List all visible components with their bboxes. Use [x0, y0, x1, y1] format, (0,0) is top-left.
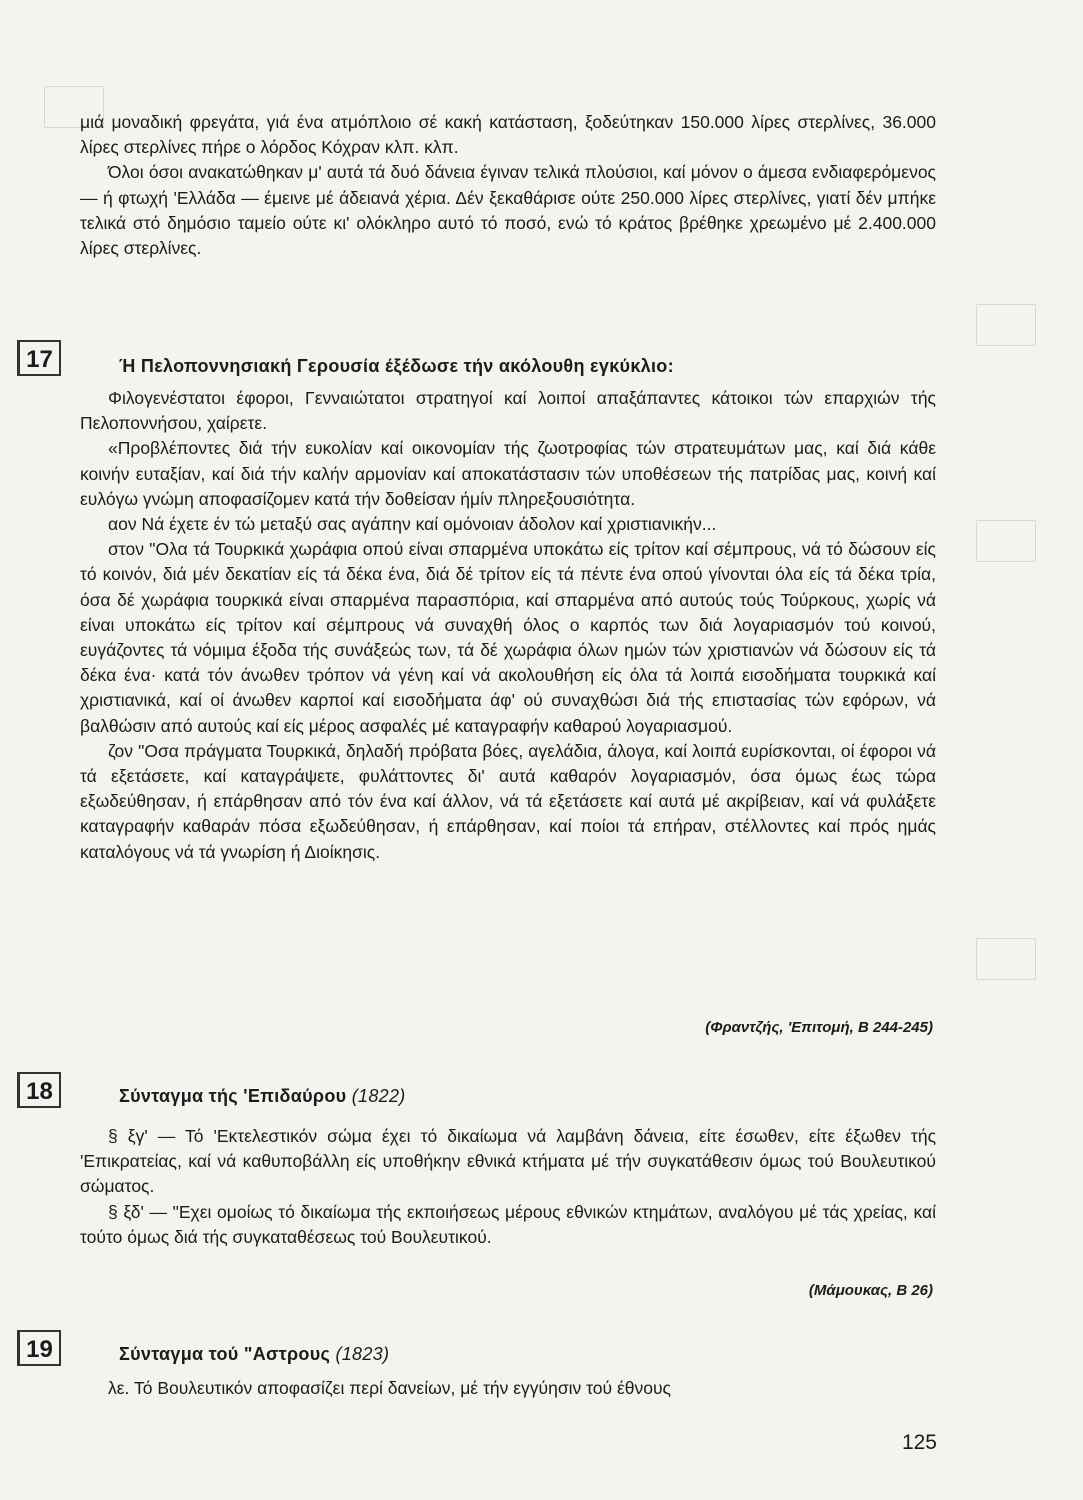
- section-17-paragraph: Φιλογενέστατοι έφοροι, Γενναιώτατοι στρατηγοί καί λοιποί απαξάπαντες κάτοικοι τών επαρχιών τής Πελοποννήσου, χαίρετε.: [80, 388, 936, 434]
- section-number-18: 18: [17, 1072, 61, 1108]
- section-19-paragraph: λε. Τό Βουλευτικόν αποφασίζει περί δανείων, μέ τήν εγγύησιν τού έθνους: [108, 1378, 671, 1398]
- section-17-paragraph: «Προβλέποντες διά τήν ευκολίαν καί οικονομίαν τής ζωοτροφίας τών στρατευμάτων μας, καί διά κάθε κοινήν ευταξίαν, καί διά τήν καλήν αρμονίαν καί αποκατάστασιν τών υποθέσεων τής πατρίδας μας, κοινή καί ευλόγω γνώμη αποφασίζομεν κατά τήν δοθείσαν ήμίν πληρεξουσιότητα.: [80, 438, 936, 509]
- section-17-title: [119, 356, 674, 377]
- section-18-body: [80, 1124, 936, 1250]
- section-19-body: [80, 1376, 936, 1401]
- section-17-paragraph: στον "Ολα τά Τουρκικά χωράφια οπού είναι σπαρμένα υποκάτω είς τρίτον καί σέμπρους, νά τό δώσουν είς τό κοινόν, διά μέν δεκατίαν είς τά δέκα ένα, διά δέ τρίτον είς τά πέντε ένα οπού γίνονται όλα είς τά δέκα τρία, όσα δέ χωράφια τουρκικά είναι σπαρμένα παρασπόρια, καί σπαρμένα από αυτούς τούς Τούρκους, χωρίς νά είναι υποκάτω είς τρίτον καί σέμπρους νά συναχθή όλος ο καρπός των διά λογαριασμόν τού κοινού, ευγάζοντες τά νόμιμα έξοδα τής συνάξεώς των, τά δέ χωράφια όλων ημών τών χριστιανών νά δώσουν είς τά δέκα ένα· κατά τόν άνωθεν τρόπον νά γένη καί νά ακολουθήση είς όλα τά λοιπά εισοδήματα τουρκικά καί χριστιανικά, καί οί άνωθεν καρποί καί εισοδήματα άφ' ού συναχθώσι διά τής επιστασίας τών εφόρων, νά βαλθώσιν από αυτούς καί είς μέρος ασφαλές μέ καταγραφήν καθαρού λογαριασμού.: [80, 539, 936, 736]
- intro-paragraph-1: μιά μοναδική φρεγάτα, γιά ένα ατμόπλοιο σέ κακή κατάσταση, ξοδεύτηκαν 150.000 λίρες στερλίνες, 36.000 λίρες στερλίνες πήρε ο λόρδος Κόχραν κλπ. κλπ.: [80, 112, 936, 158]
- intro-text: [80, 110, 936, 261]
- section-number-19: 19: [17, 1330, 61, 1366]
- section-17-body: [80, 386, 936, 865]
- bleed-through-mark: [976, 938, 1036, 980]
- section-19-title-text: Σύνταγμα τού "Αστρους: [119, 1344, 331, 1364]
- section-18-citation: (Μάμουκας, Β 26): [808, 1282, 933, 1299]
- section-19-title: [119, 1344, 389, 1365]
- section-number-17: 17: [17, 340, 61, 376]
- bleed-through-mark: [976, 304, 1036, 346]
- intro-paragraph-2: Όλοι όσοι ανακατώθηκαν μ' αυτά τά δυό δάνεια έγιναν τελικά πλούσιοι, καί μόνον ο άμεσα ενδιαφερόμενος — ή φτωχή 'Ελλάδα — έμεινε μέ άδειανά χέρια. Δέν ξεκαθάρισε ούτε 250.000 λίρες στερλίνες, γιατί δέν μπήκε τελικά στό δημόσιο ταμείο ούτε κι' ολόκληρο αυτό τό ποσό, ενώ τό κράτος βρέθηκε χρεωμένο μέ 2.400.000 λίρες στερλίνες.: [80, 162, 936, 259]
- bleed-through-mark: [976, 520, 1036, 562]
- section-18-title-text: Σύνταγμα τής 'Επιδαύρου: [119, 1086, 347, 1106]
- page-number: 125: [901, 1431, 937, 1454]
- section-18-paragraph: § ξδ' — "Εχει ομοίως τό δικαίωμα τής εκποιήσεως μέρους εθνικών κτημάτων, αναλόγου μέ τάς χρείας, καί τούτο όμως διά τής συγκαταθέσεως τού Βουλευτικού.: [80, 1201, 936, 1247]
- section-17-title-text: Ή Πελοποννησιακή Γερουσία έξέδωσε τήν ακόλουθη εγκύκλιο:: [119, 356, 674, 376]
- section-17-paragraph: ζον "Οσα πράγματα Τουρκικά, δηλαδή πρόβατα βόες, αγελάδια, άλογα, καί λοιπά ευρίσκονται, οί έφοροι νά τά εξετάσετε, καί καταγράψετε, φυλάττοντες δι' αυτά καθαρόν λογαριασμόν, όσα όμως έως τώρα εξωδεύθησαν, ή επάρθησαν από τόν ένα καί άλλον, νά τά εξετάσετε καί αυτά μέ ακρίβειαν, καί νά φυλάξετε καταγραφήν καθαράν πόσα εξωδεύθησαν, ή επάρθησαν, καί ποίοι τά επήραν, στέλλοντες καί πρός ημάς καταλόγους νά τά γνωρίση ή Διοίκησις.: [80, 740, 936, 862]
- section-18-title: [119, 1086, 406, 1107]
- section-18-year: (1822): [351, 1086, 406, 1106]
- section-18-paragraph: § ξγ' — Τό 'Εκτελεστικόν σώμα έχει τό δικαίωμα νά λαμβάνη δάνεια, είτε έσωθεν, είτε έξωθεν τής 'Επικρατείας, καί νά καθυποβάλλη είς υποθήκην εθνικά κτήματα μέ τήν συγκατάθεσιν όμως τού Βουλευτικού σώματος.: [80, 1126, 936, 1197]
- section-17-paragraph: αον Νά έχετε έν τώ μεταξύ σας αγάπην καί ομόνοιαν άδολον καί χριστιανικήν...: [108, 514, 717, 535]
- section-19-year: (1823): [335, 1344, 390, 1364]
- section-17-citation: (Φραντζής, 'Επιτομή, Β 244-245): [705, 1019, 933, 1036]
